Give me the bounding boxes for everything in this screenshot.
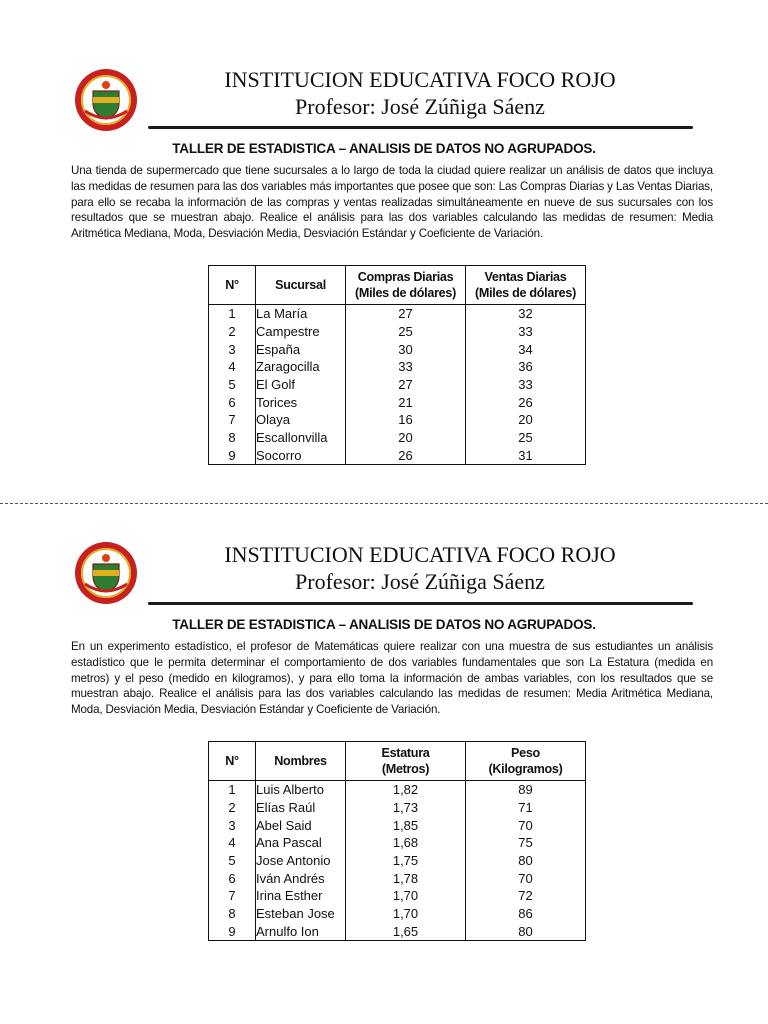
table-row (209, 340, 586, 358)
cell: 34 (466, 340, 586, 358)
cell: 2 (209, 323, 256, 341)
col-header-height: Estatura (Metros) (346, 742, 466, 781)
table-row (209, 781, 586, 799)
cell: 33 (466, 323, 586, 341)
cell: Arnulfo Ion (256, 923, 346, 941)
col-header-branch: Sucursal (256, 266, 346, 305)
table-row (209, 393, 586, 411)
cell: 1,70 (346, 905, 466, 923)
school-crest-logo-icon (73, 67, 139, 133)
cell: 1,73 (346, 799, 466, 817)
table-header-row (209, 266, 586, 305)
cell: Esteban Jose (256, 905, 346, 923)
cell: 3 (209, 340, 256, 358)
col-header-names: Nombres (256, 742, 346, 781)
school-crest-logo-icon (73, 540, 139, 606)
cell: 20 (346, 429, 466, 447)
cell: 27 (346, 376, 466, 394)
cell: 33 (466, 376, 586, 394)
cell: 72 (466, 887, 586, 905)
cell: Elías Raúl (256, 799, 346, 817)
cell: 1,85 (346, 816, 466, 834)
cell: 4 (209, 358, 256, 376)
col-header-weight: Peso (Kilogramos) (466, 742, 586, 781)
cell: 8 (209, 429, 256, 447)
cell: Ana Pascal (256, 834, 346, 852)
cell: El Golf (256, 376, 346, 394)
cell: 1 (209, 781, 256, 799)
cell: Escallonvilla (256, 429, 346, 447)
cell: La María (256, 305, 346, 323)
cell: 70 (466, 816, 586, 834)
teacher-name: Profesor: José Zúñiga Sáenz (295, 94, 545, 119)
cell: 5 (209, 852, 256, 870)
table-header-row (209, 742, 586, 781)
table-row (209, 447, 586, 465)
cell: 4 (209, 834, 256, 852)
table-row (209, 816, 586, 834)
table-row (209, 834, 586, 852)
cell: Irina Esther (256, 887, 346, 905)
cell: 31 (466, 447, 586, 465)
cell: 9 (209, 447, 256, 465)
cell: 20 (466, 411, 586, 429)
teacher-name: Profesor: José Zúñiga Sáenz (295, 569, 545, 594)
table-row (209, 411, 586, 429)
cell: Abel Said (256, 816, 346, 834)
cell: España (256, 340, 346, 358)
cell: 70 (466, 869, 586, 887)
col-header-number: N° (209, 266, 256, 305)
header-rule (148, 126, 693, 129)
cell: 80 (466, 852, 586, 870)
cell: 27 (346, 305, 466, 323)
cell: 33 (346, 358, 466, 376)
cell: Campestre (256, 323, 346, 341)
problem-statement: Una tienda de supermercado que tiene sucursales a lo largo de toda la ciudad quiere realizar un análisis de datos que incluya las medidas de resumen para las dos variables más importantes que posee que son: Las Compras Diarias y Las Ventas Diarias, para ello se recaba la información de las compras y ventas realizadas simultáneamente en nueve de sus sucursales con los resultados que se muestran abajo. Realice el análisis para las dos variables calculando las medidas de resumen: Media Aritmética Mediana, Moda, Desviación Media, Desviación Estándar y Coeficiente de Variación. (71, 164, 713, 241)
table-row (209, 799, 586, 817)
institution-name: INSTITUCION EDUCATIVA FOCO ROJO (224, 67, 616, 92)
col-header-purchases: Compras Diarias (Miles de dólares) (346, 266, 466, 305)
cell: Torices (256, 393, 346, 411)
table-row (209, 869, 586, 887)
cut-line-divider (0, 503, 768, 504)
cell: Socorro (256, 447, 346, 465)
cell: 25 (466, 429, 586, 447)
cell: 6 (209, 869, 256, 887)
cell: 71 (466, 799, 586, 817)
table-row (209, 887, 586, 905)
cell: 86 (466, 905, 586, 923)
cell: Iván Andrés (256, 869, 346, 887)
cell: 2 (209, 799, 256, 817)
cell: 1,65 (346, 923, 466, 941)
cell: 1,68 (346, 834, 466, 852)
col-header-number: N° (209, 742, 256, 781)
cell: 7 (209, 411, 256, 429)
header-rule (148, 602, 693, 605)
worksheet-title: TALLER DE ESTADISTICA – ANALISIS DE DATOS NO AGRUPADOS. (172, 617, 596, 632)
table-row (209, 358, 586, 376)
cell: 36 (466, 358, 586, 376)
cell: 1,75 (346, 852, 466, 870)
col-header-sales: Ventas Diarias (Miles de dólares) (466, 266, 586, 305)
cell: 21 (346, 393, 466, 411)
cell: Jose Antonio (256, 852, 346, 870)
worksheet-title: TALLER DE ESTADISTICA – ANALISIS DE DATOS NO AGRUPADOS. (172, 141, 596, 156)
cell: 30 (346, 340, 466, 358)
cell: 5 (209, 376, 256, 394)
cell: 80 (466, 923, 586, 941)
cell: 32 (466, 305, 586, 323)
problem-statement: En un experimento estadístico, el profesor de Matemáticas quiere realizar con una muestra de sus estudiantes un análisis estadístico que le permita determinar el comportamiento de dos variables fundamentales que son La Estatura (medida en metros) y el peso (medido en kilogramos), y para ello toma la información de ambas variables, con los resultados que se muestran abajo. Realice el análisis para las dos variables calculando las medidas de resumen: Media Aritmética Mediana, Moda, Desviación Media, Desviación Estándar y Coeficiente de Variación. (71, 640, 713, 717)
table-row (209, 852, 586, 870)
cell: 25 (346, 323, 466, 341)
cell: 7 (209, 887, 256, 905)
cell: Luis Alberto (256, 781, 346, 799)
cell: 1 (209, 305, 256, 323)
cell: 16 (346, 411, 466, 429)
table-row (209, 905, 586, 923)
data-table (208, 741, 586, 941)
institution-name: INSTITUCION EDUCATIVA FOCO ROJO (224, 542, 616, 567)
cell: 8 (209, 905, 256, 923)
table-row (209, 376, 586, 394)
cell: 1,70 (346, 887, 466, 905)
data-table (208, 265, 586, 465)
cell: Olaya (256, 411, 346, 429)
cell: 1,78 (346, 869, 466, 887)
table-row (209, 429, 586, 447)
cell: 75 (466, 834, 586, 852)
table-row (209, 923, 586, 941)
cell: Zaragocilla (256, 358, 346, 376)
table-row (209, 323, 586, 341)
cell: 89 (466, 781, 586, 799)
cell: 1,82 (346, 781, 466, 799)
cell: 6 (209, 393, 256, 411)
cell: 9 (209, 923, 256, 941)
cell: 26 (346, 447, 466, 465)
table-row (209, 305, 586, 323)
cell: 3 (209, 816, 256, 834)
cell: 26 (466, 393, 586, 411)
